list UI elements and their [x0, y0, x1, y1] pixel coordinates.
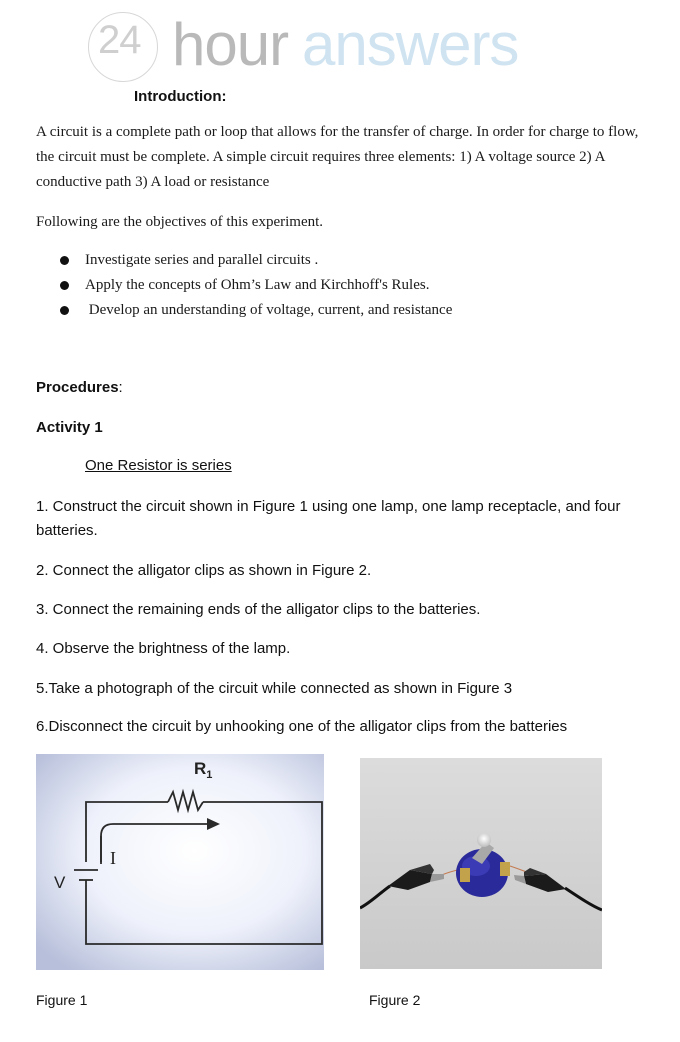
procedure-step: 4. Observe the brightness of the lamp.: [36, 640, 291, 657]
introduction-heading: Introduction:: [134, 88, 227, 105]
procedure-step: 2. Connect the alligator clips as shown in Figure 2.: [36, 562, 372, 579]
procedures-heading-colon: :: [118, 379, 123, 396]
voltage-label: V: [54, 873, 66, 892]
bullet-icon: [60, 281, 69, 290]
right-terminal: [500, 862, 510, 876]
objective-item: [60, 248, 452, 273]
resistor-label: $R_1$: [194, 759, 213, 781]
lamp-bulb: [477, 833, 491, 847]
figure2-lamp-photo: [360, 758, 602, 969]
figure1-caption: Figure 1: [36, 992, 88, 1008]
figure1-circuit-diagram: [36, 754, 324, 970]
objective-item: [60, 273, 452, 298]
procedure-step: 3. Connect the remaining ends of the alligator clips to the batteries.: [36, 601, 481, 618]
current-label: I: [110, 848, 116, 868]
objectives-lead: Following are the objectives of this experiment.: [36, 214, 324, 230]
objective-item: [60, 298, 452, 323]
objective-text: Develop an understanding of voltage, current, and resistance: [85, 302, 453, 318]
bullet-icon: [60, 256, 69, 265]
objective-text: Apply the concepts of Ohm’s Law and Kirchhoff's Rules.: [85, 277, 430, 293]
watermark-word-hour: hour: [172, 11, 289, 78]
watermark-word-answers: answers: [302, 11, 519, 78]
activity-subheading: One Resistor is series: [85, 457, 232, 474]
objective-text: Investigate series and parallel circuits .: [85, 252, 319, 268]
procedures-heading-text: Procedures: [36, 379, 119, 396]
procedure-step: 5.Take a photograph of the circuit while connected as shown in Figure 3: [36, 680, 513, 697]
objectives-list: [60, 248, 452, 323]
procedures-heading: [36, 379, 123, 396]
activity-heading: Activity 1: [36, 419, 103, 436]
introduction-paragraph: A circuit is a complete path or loop that allows for the transfer of charge. In order for charge to flow, the circuit must be complete. A simple circuit requires three elements: 1) A voltage source 2) A conductive path 3) A load or resistance: [36, 124, 639, 190]
figure2-caption: Figure 2: [369, 992, 421, 1008]
procedure-step: 6.Disconnect the circuit by unhooking one of the alligator clips from the batteries: [36, 718, 568, 735]
figure1-background: [36, 754, 324, 970]
watermark-logo: [86, 10, 566, 82]
procedure-step: 1. Construct the circuit shown in Figure 1 using one lamp, one lamp receptacle, and four batteries.: [36, 498, 621, 539]
bullet-icon: [60, 306, 69, 315]
watermark-number: 24: [98, 18, 141, 62]
left-terminal: [460, 868, 470, 882]
